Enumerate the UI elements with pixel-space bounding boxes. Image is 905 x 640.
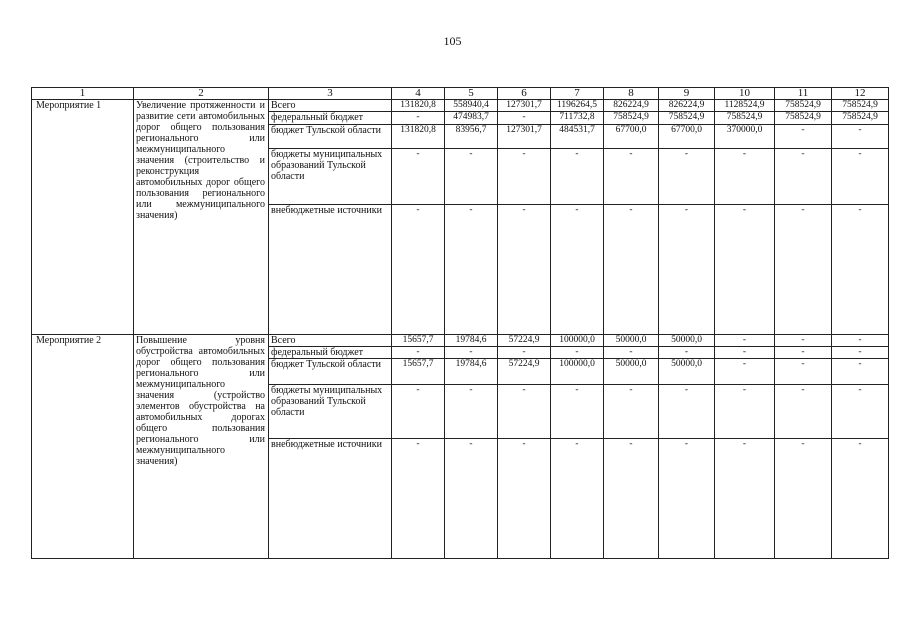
amount-cell: - — [498, 347, 551, 359]
amount-cell: - — [775, 149, 832, 205]
amount-cell: 127301,7 — [498, 125, 551, 149]
table-row — [32, 335, 889, 347]
funding-source: внебюджетные источники — [269, 439, 392, 559]
amount-cell: - — [445, 205, 498, 335]
funding-source: федеральный бюджет — [269, 347, 392, 359]
amount-cell: - — [832, 125, 889, 149]
header-cell: 1 — [32, 88, 134, 100]
amount-cell: - — [775, 439, 832, 559]
amount-cell: 131820,8 — [392, 125, 445, 149]
amount-cell: - — [715, 439, 775, 559]
amount-cell: - — [498, 149, 551, 205]
header-row — [32, 88, 889, 100]
amount-cell: - — [392, 347, 445, 359]
table-row — [32, 100, 889, 112]
amount-cell: 67700,0 — [659, 125, 715, 149]
amount-cell: 15657,7 — [392, 335, 445, 347]
amount-cell: 370000,0 — [715, 125, 775, 149]
funding-source: бюджет Тульской области — [269, 125, 392, 149]
event-name: Мероприятие 2 — [32, 335, 134, 559]
amount-cell: - — [715, 149, 775, 205]
amount-cell: 67700,0 — [604, 125, 659, 149]
amount-cell: - — [659, 439, 715, 559]
amount-cell: 758524,9 — [832, 100, 889, 112]
amount-cell: - — [832, 439, 889, 559]
amount-cell: 758524,9 — [775, 100, 832, 112]
amount-cell: - — [775, 385, 832, 439]
amount-cell: - — [498, 439, 551, 559]
amount-cell: 758524,9 — [604, 112, 659, 125]
amount-cell: 1128524,9 — [715, 100, 775, 112]
amount-cell: - — [715, 347, 775, 359]
amount-cell: - — [498, 112, 551, 125]
amount-cell: - — [498, 385, 551, 439]
amount-cell: - — [715, 205, 775, 335]
amount-cell: - — [551, 385, 604, 439]
header-cell: 10 — [715, 88, 775, 100]
header-cell: 4 — [392, 88, 445, 100]
amount-cell: 758524,9 — [659, 112, 715, 125]
amount-cell: - — [659, 347, 715, 359]
amount-cell: - — [659, 205, 715, 335]
funding-source: бюджеты муниципальных образований Тульской области — [269, 149, 392, 205]
amount-cell: 826224,9 — [659, 100, 715, 112]
amount-cell: 50000,0 — [659, 335, 715, 347]
amount-cell: - — [392, 112, 445, 125]
amount-cell: - — [832, 149, 889, 205]
amount-cell: - — [604, 205, 659, 335]
amount-cell: 758524,9 — [715, 112, 775, 125]
amount-cell: 15657,7 — [392, 359, 445, 385]
amount-cell: 50000,0 — [604, 335, 659, 347]
amount-cell: - — [715, 335, 775, 347]
header-cell: 9 — [659, 88, 715, 100]
amount-cell: - — [445, 347, 498, 359]
amount-cell: 19784,6 — [445, 359, 498, 385]
amount-cell: - — [392, 205, 445, 335]
amount-cell: - — [551, 439, 604, 559]
funding-source: Всего — [269, 100, 392, 112]
funding-source: Всего — [269, 335, 392, 347]
amount-cell: 57224,9 — [498, 359, 551, 385]
amount-cell: - — [659, 149, 715, 205]
amount-cell: - — [604, 385, 659, 439]
header-cell: 2 — [134, 88, 269, 100]
amount-cell: 826224,9 — [604, 100, 659, 112]
funding-source: бюджет Тульской области — [269, 359, 392, 385]
amount-cell: 484531,7 — [551, 125, 604, 149]
amount-cell: - — [445, 385, 498, 439]
event-description: Повышение уровня обустройства автомобильных дорог общего пользования регионального или межмуниципального значения (устройство элементов обустройства на автомобильных дорогах общего пользования регионального или межмуниципального значения) — [134, 335, 269, 559]
amount-cell: - — [604, 149, 659, 205]
amount-cell: - — [715, 359, 775, 385]
amount-cell: - — [775, 347, 832, 359]
amount-cell: 1196264,5 — [551, 100, 604, 112]
header-cell: 6 — [498, 88, 551, 100]
event-name: Мероприятие 1 — [32, 100, 134, 335]
header-cell: 5 — [445, 88, 498, 100]
amount-cell: - — [775, 205, 832, 335]
amount-cell: - — [715, 385, 775, 439]
funding-source: внебюджетные источники — [269, 205, 392, 335]
header-cell: 3 — [269, 88, 392, 100]
amount-cell: - — [551, 205, 604, 335]
amount-cell: - — [445, 149, 498, 205]
amount-cell: 19784,6 — [445, 335, 498, 347]
header-cell: 12 — [832, 88, 889, 100]
amount-cell: - — [392, 385, 445, 439]
amount-cell: 558940,4 — [445, 100, 498, 112]
header-cell: 11 — [775, 88, 832, 100]
amount-cell: - — [775, 359, 832, 385]
amount-cell: - — [551, 347, 604, 359]
amount-cell: 100000,0 — [551, 359, 604, 385]
amount-cell: - — [604, 347, 659, 359]
amount-cell: - — [604, 439, 659, 559]
funding-source: федеральный бюджет — [269, 112, 392, 125]
amount-cell: 474983,7 — [445, 112, 498, 125]
amount-cell: 83956,7 — [445, 125, 498, 149]
amount-cell: 50000,0 — [659, 359, 715, 385]
amount-cell: - — [775, 125, 832, 149]
amount-cell: 50000,0 — [604, 359, 659, 385]
amount-cell: 57224,9 — [498, 335, 551, 347]
funding-source: бюджеты муниципальных образований Тульской области — [269, 385, 392, 439]
amount-cell: 127301,7 — [498, 100, 551, 112]
amount-cell: - — [832, 347, 889, 359]
amount-cell: - — [832, 385, 889, 439]
amount-cell: - — [775, 335, 832, 347]
amount-cell: - — [498, 205, 551, 335]
budget-table — [31, 87, 889, 559]
event-description: Увеличение протяженности и развитие сети автомобильных дорог общего пользования регионального или межмуниципального значения (строительство и реконструкция автомобильных дорог общего пользования регионального или межмуниципального значения) — [134, 100, 269, 335]
amount-cell: 100000,0 — [551, 335, 604, 347]
amount-cell: - — [551, 149, 604, 205]
amount-cell: - — [832, 205, 889, 335]
amount-cell: 758524,9 — [775, 112, 832, 125]
amount-cell: - — [392, 149, 445, 205]
amount-cell: - — [445, 439, 498, 559]
amount-cell: - — [659, 385, 715, 439]
header-cell: 7 — [551, 88, 604, 100]
amount-cell: 711732,8 — [551, 112, 604, 125]
amount-cell: - — [832, 359, 889, 385]
amount-cell: - — [392, 439, 445, 559]
amount-cell: - — [832, 335, 889, 347]
amount-cell: 758524,9 — [832, 112, 889, 125]
page-number: 105 — [443, 34, 462, 48]
header-cell: 8 — [604, 88, 659, 100]
amount-cell: 131820,8 — [392, 100, 445, 112]
